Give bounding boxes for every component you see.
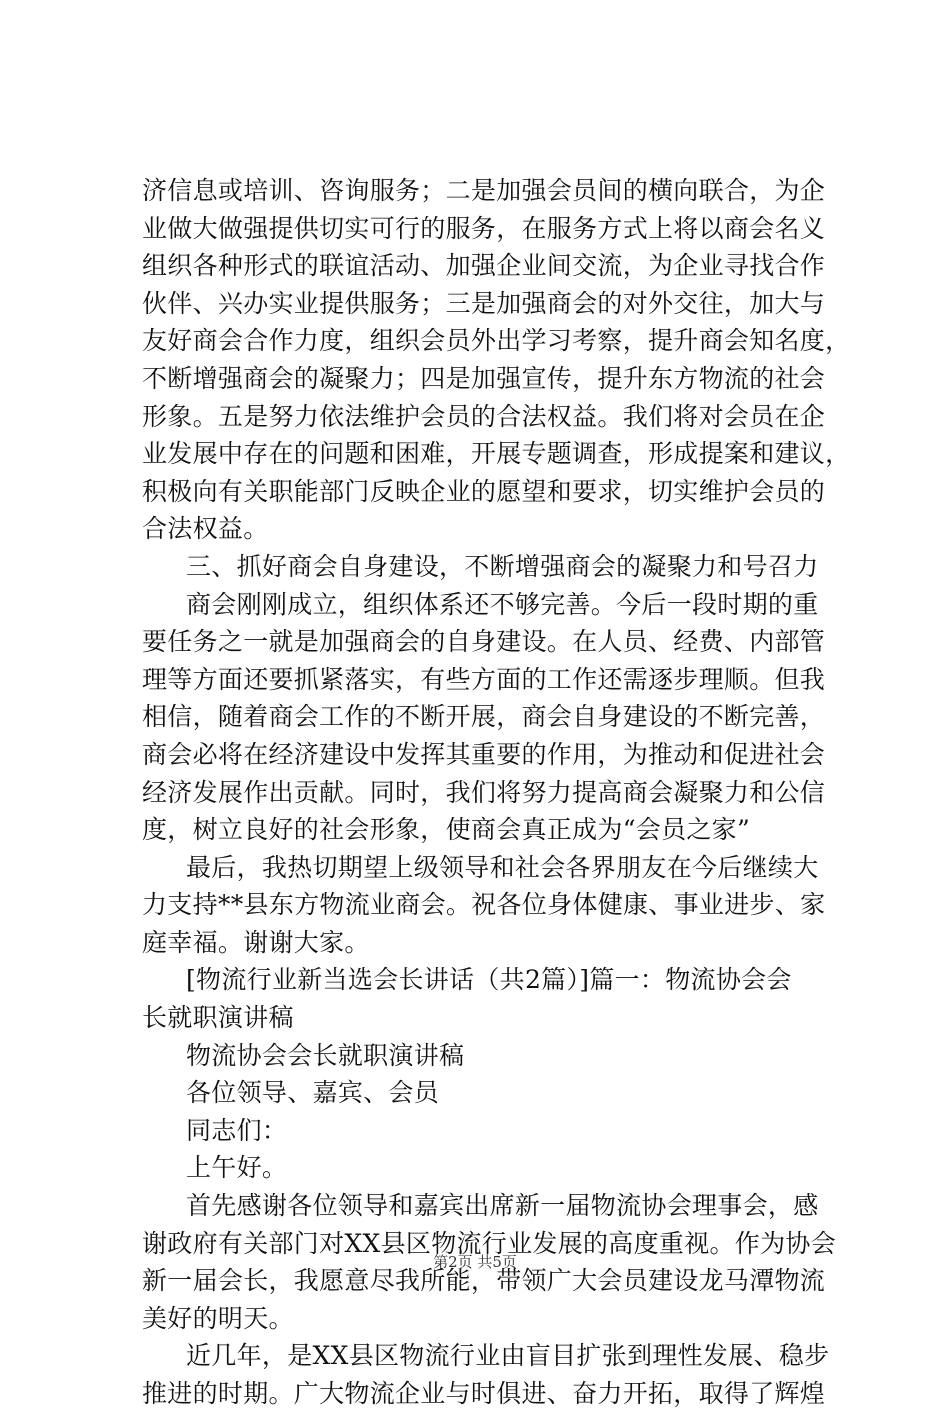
text-line: 首先感谢各位领导和嘉宾出席新一届物流协会理事会，感 <box>186 1191 819 1221</box>
text-line: 三、抓好商会自身建设，不断增强商会的凝聚力和号召力 <box>186 551 819 581</box>
page-number-footer: 第2页 共5页 <box>433 1253 517 1271</box>
text-line: 物流协会会长就职演讲稿 <box>186 1040 465 1070</box>
text-line: 业做大做强提供切实可行的服务，在服务方式上将以商会名义 <box>142 213 826 243</box>
text-line: 理等方面还要抓紧落实，有些方面的工作还需逐步理顺。但我 <box>142 664 826 694</box>
text-line: 长就职演讲稿 <box>142 1003 294 1033</box>
text-line: 不断增强商会的凝聚力；四是加强宣传，提升东方物流的社会 <box>142 363 826 393</box>
text-line: 伙伴、兴办实业提供服务；三是加强商会的对外交往，加大与 <box>142 288 826 318</box>
text-line: 友好商会合作力度，组织会员外出学习考察，提升商会知名度， <box>142 326 851 356</box>
text-line: 合法权益。 <box>142 514 269 544</box>
text-line: 力支持**县东方物流业商会。祝各位身体健康、事业进步、家 <box>142 890 826 920</box>
text-line: 新一届会长，我愿意尽我所能，带领广大会员建设龙马潭物流 <box>142 1266 826 1296</box>
text-line: 度，树立良好的社会形象，使商会真正成为“会员之家” <box>142 815 751 845</box>
text-line: 商会刚刚成立，组织体系还不够完善。今后一段时期的重 <box>186 589 819 619</box>
text-line: [物流行业新当选会长讲话（共2篇）]篇一：物流协会会 <box>186 965 792 995</box>
text-line: 济信息或培训、咨询服务；二是加强会员间的横向联合，为企 <box>142 176 826 205</box>
text-line: 业发展中存在的问题和困难，开展专题调查，形成提案和建议， <box>142 439 851 469</box>
text-line: 经济发展作出贡献。同时，我们将努力提高商会凝聚力和公信 <box>142 777 826 807</box>
text-line: 要任务之一就是加强商会的自身建设。在人员、经费、内部管 <box>142 627 826 657</box>
text-line: 商会必将在经济建设中发挥其重要的作用，为推动和促进社会 <box>142 739 826 769</box>
text-line: 美好的明天。 <box>142 1303 294 1333</box>
text-line: 组织各种形式的联谊活动、加强企业间交流，为企业寻找合作 <box>142 251 826 281</box>
text-line: 最后，我热切期望上级领导和社会各界朋友在今后继续大 <box>186 852 819 882</box>
text-line: 相信，随着商会工作的不断开展，商会自身建设的不断完善， <box>142 702 826 732</box>
text-line: 近几年，是XX县区物流行业由盲目扩张到理性发展、稳步 <box>186 1341 830 1371</box>
text-line: 庭幸福。谢谢大家。 <box>142 927 370 957</box>
document-body <box>142 172 851 1413</box>
text-line: 推进的时期。广大物流企业与时俱进、奋力开拓，取得了辉煌 <box>142 1379 826 1408</box>
text-line: 上午好。 <box>186 1153 288 1183</box>
text-line: 积极向有关职能部门反映企业的愿望和要求，切实维护会员的 <box>142 476 826 506</box>
text-line: 谢政府有关部门对XX县区物流行业发展的高度重视。作为协会 <box>142 1228 836 1258</box>
text-line: 形象。五是努力依法维护会员的合法权益。我们将对会员在企 <box>142 401 826 431</box>
text-line: 各位领导、嘉宾、会员 <box>186 1078 440 1108</box>
text-line: 同志们： <box>186 1115 288 1145</box>
